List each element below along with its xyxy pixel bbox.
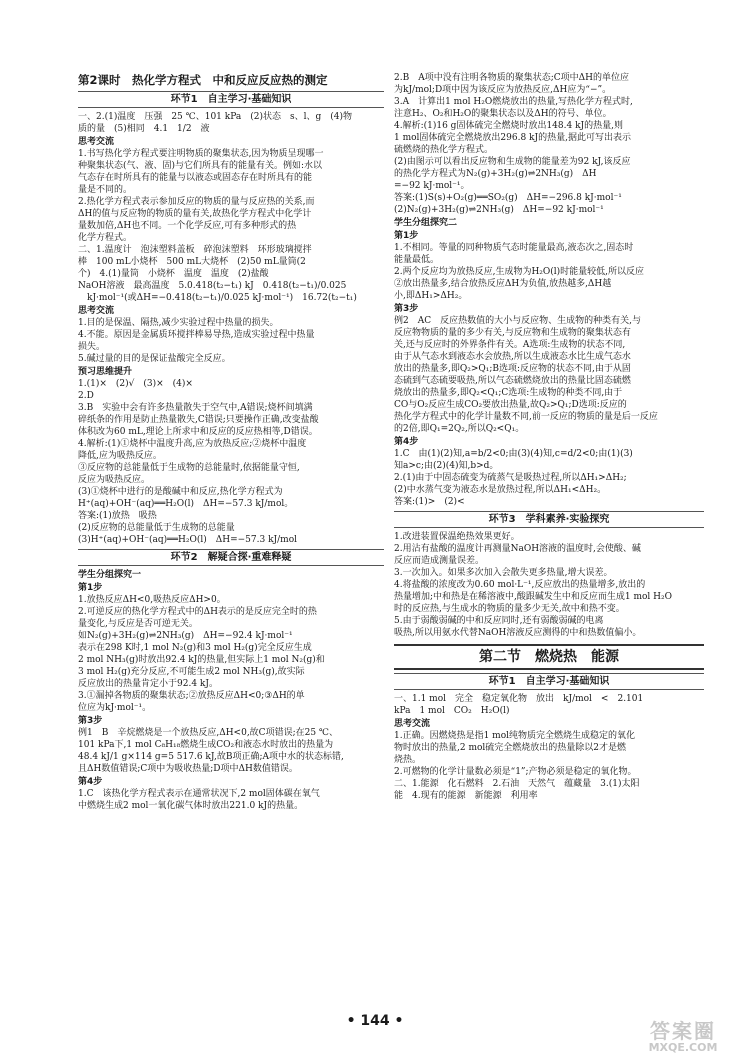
text-line: 二、1.温度计 泡沫塑料盖板 碎泡沫塑料 环形玻璃搅拌 (78, 245, 312, 255)
text-line: 的2倍,即Q₁=2Q₂,所以Q₂<Q₁。 (394, 424, 525, 434)
preview-lines (78, 378, 384, 546)
text-line: 1.不相同。等量的同种物质气态时能量最高,液态次之,固态时 (394, 243, 634, 253)
chapter-title: 第2课时 热化学方程式 中和反应反应热的测定 (78, 73, 328, 87)
text-line: 如N₂(g)+3H₂(g)⇌2NH₃(g) ΔH=−92.4 kJ·mol⁻¹ (78, 631, 293, 641)
text-line: 2.可燃物的化学计量数必须是“1”;产物必须是稳定的氧化物。 (394, 767, 637, 777)
thinking1-lines (78, 148, 384, 304)
text-line: 种聚集状态(气、液、固)与它们所具有的能量有关。例如:水以 (78, 161, 323, 171)
step1-lines (78, 594, 384, 714)
text-line: 物时放出的热量,2 mol硫完全燃烧放出的热量除以2才是燃 (394, 743, 627, 753)
right-column (394, 72, 704, 802)
text-line: 5.碱过量的目的是保证盐酸完全反应。 (78, 354, 231, 364)
text-line: CO与O₂反应生成CO₂要放出热量,故Q₂>Q₁;D选项:反应的 (394, 400, 627, 410)
text-line: ③反应物的总能量低于生成物的总能量时,依据能量守恒, (78, 463, 300, 473)
r-step4-lines (394, 448, 704, 508)
text-line: 2.用沾有盐酸的温度计再测量NaOH溶液的温度时,会使酸、碱 (394, 544, 641, 554)
text-line: 2.可逆反应的热化学方程式中的ΔH表示的是反应完全时的热 (78, 607, 317, 617)
watermark-logo (628, 1020, 738, 1054)
text-line: 碎纸条的作用是防止热量散失,C错误;只要操作正确,改变盐酸 (78, 415, 319, 425)
section4-title: 环节1 自主学习·基础知识 (394, 673, 704, 690)
text-line: 且ΔH数值错误;C项中为吸收热量;D项中ΔH数值错误。 (78, 764, 298, 774)
text-line: 烧放出的热量多,即Q₂<Q₁;C选项:生成物的种类不同,由于 (394, 388, 623, 398)
text-line: 质的量 (5)相同 4.1 1/2 液 (78, 124, 210, 134)
text-line: 吸热,所以用氨水代替NaOH溶液反应测得的中和热数值偏小。 (394, 628, 642, 638)
r-step3-head: 第3步 (394, 304, 419, 314)
text-line: H⁺(aq)+OH⁻(aq)══H₂O(l) ΔH=−57.3 kJ/mol。 (78, 499, 294, 509)
text-line: 表示在298 K时,1 mol N₂(g)和3 mol H₂(g)完全反应生成 (78, 643, 312, 653)
step4-head: 第4步 (78, 777, 103, 787)
thinking1-head: 思考交流 (78, 137, 115, 147)
text-line: 4.解析:(1)①烧杯中温度升高,应为放热反应;②烧杯中温度 (78, 439, 307, 449)
text-line: 答案:(1)放热 吸热 (78, 511, 157, 521)
text-line: ②放出热量多,结合放热反应ΔH为负值,放热越多,ΔH越 (394, 279, 612, 289)
thinking2-head: 思考交流 (78, 306, 115, 316)
left-column (78, 72, 384, 812)
r-step4-head: 第4步 (394, 437, 419, 447)
text-line: 个) 4.(1)量筒 小烧杯 温度 温度 (2)盐酸 (78, 269, 269, 279)
text-line: 3.①漏掉各物质的聚集状态;②放热反应ΔH<0;③ΔH的单 (78, 691, 305, 701)
text-line: 二、1.能源 化石燃料 2.石油 天然气 蕴藏量 3.(1)太阳 (394, 779, 640, 789)
thinking2-lines (78, 317, 384, 365)
text-line: 量变化,与反应是否可逆无关。 (78, 619, 198, 629)
text-line: 硫燃烧的热化学方程式。 (394, 145, 494, 155)
text-line: 反应放出的热量肯定小于92.4 kJ。 (78, 679, 218, 689)
text-line: 1.目的是保温、隔热,减少实验过程中热量的损失。 (78, 318, 279, 328)
text-line: 1.放热反应ΔH<0,吸热反应ΔH>0。 (78, 595, 226, 605)
text-line: 例2 AC 反应热数值的大小与反应物、生成物的种类有关,与 (394, 316, 641, 326)
step3-lines (78, 727, 384, 775)
text-line: 反应而造成测量误差。 (394, 556, 485, 566)
text-line: 1.C 由(1)(2)知,a=b/2<0;由(3)(4)知,c=d/2<0;由(1)(3) (394, 449, 633, 459)
text-line: 3.B 实验中会有许多热量散失于空气中,A错误;烧杯间填满 (78, 403, 313, 413)
text-line: 2.两个反应均为放热反应,生成物为H₂O(l)时能量较低,所以反应 (394, 267, 645, 277)
watermark-cn: 答案圈 (650, 1019, 716, 1043)
section4-lines (394, 693, 704, 717)
text-line: kJ·mol⁻¹(或ΔH=−0.418(t₂−t₁)/0.025 kJ·mol⁻¹) 16.72(t₂−t₁) (78, 293, 357, 303)
text-line: 态硫到气态硫要吸热,所以气态硫燃烧放出的热量比固态硫燃 (394, 376, 631, 386)
step3-head: 第3步 (78, 716, 103, 726)
text-line: 反应物物质的量的多少有关,与反应物和生成物的聚集状态有 (394, 328, 631, 338)
text-line: 例1 B 辛烷燃烧是一个放热反应,ΔH<0,故C项错误;在25 ℃、 (78, 728, 338, 738)
text-line: 3.A 计算出1 mol H₂O燃烧放出的热量,写热化学方程式时, (394, 97, 633, 107)
text-line: 4.解析:(1)16 g固体硫完全燃烧时放出148.4 kJ的热量,则 (394, 121, 623, 131)
text-line: 能量最低。 (394, 255, 440, 265)
text-line: 能 4.现有的能源 新能源 利用率 (394, 791, 538, 801)
text-line: 气态存在时所具有的能量与以液态或固态存在时所具有的能 (78, 173, 313, 183)
text-line: 1.C 该热化学方程式表示在通常状况下,2 mol固体碳在氧气 (78, 789, 320, 799)
text-line: (3)H⁺(aq)+OH⁻(aq)══H₂O(l) ΔH=−57.3 kJ/mol (78, 535, 297, 545)
text-line: 反应为吸热反应。 (78, 475, 151, 485)
section1-lines (78, 111, 384, 135)
thinking3-head: 思考交流 (394, 719, 431, 729)
text-line: 1.(1)× (2)√ (3)× (4)× (78, 379, 193, 389)
text-line: 4.将盐酸的浓度改为0.60 mol·L⁻¹,反应放出的热量增多,放出的 (394, 580, 646, 590)
text-line: 2.D (78, 391, 94, 401)
text-line: 5.由于弱酸弱碱的中和反应同时,还有弱酸弱碱的电离 (394, 616, 604, 626)
text-line: 2.(1)由于中固态硫变为硫蒸气是吸热过程,所以ΔH₁>ΔH₂; (394, 473, 627, 483)
text-line: 量是不同的。 (78, 185, 133, 195)
text-line: 小,即ΔH₁>ΔH₂。 (394, 291, 468, 301)
text-line: 1.书写热化学方程式要注明物质的聚集状态,因为物质呈现哪一 (78, 149, 324, 159)
text-line: 关,还与反应时的外界条件有关。A选项:生成物的状态不同, (394, 340, 626, 350)
text-line: 1.正确。因燃烧热是指1 mol纯物质完全燃烧生成稳定的氧化 (394, 731, 636, 741)
text-line: (2)反应物的总能量低于生成物的总能量 (78, 523, 235, 533)
text-line: 热量增加;中和热是在稀溶液中,酸跟碱发生中和反应而生成1 mol H₂O (394, 592, 673, 602)
text-line: 1.改进装置保温绝热效果更好。 (394, 532, 520, 542)
preview-head: 预习思维提升 (78, 367, 133, 377)
text-line: 一、2.(1)温度 压强 25 ℃、101 kPa (2)状态 s、l、g (4)物 (78, 112, 352, 122)
text-line: NaOH溶液 最高温度 5.0.418(t₂−t₁) kJ 0.418(t₂−t₁)/0.025 (78, 281, 347, 291)
text-line: 4.不能。原因是金属质环搅拌棒易导热,造成实验过程中热量 (78, 330, 315, 340)
group1-head: 学生分组探究一 (78, 570, 142, 580)
text-line: 时的反应热,与生成水的物质的量多少无关,故中和热不变。 (394, 604, 625, 614)
text-line: 2.热化学方程式表示参加反应的物质的量与反应热的关系,而 (78, 197, 315, 207)
text-line: 1 mol固体硫完全燃烧放出296.8 kJ的热量,据此可写出表示 (394, 133, 631, 143)
text-line: =−92 kJ·mol⁻¹。 (394, 181, 470, 191)
text-line: 量数加倍,ΔH也不同。一个化学反应,可有多种形式的热 (78, 221, 297, 231)
text-line: 位应为kJ·mol⁻¹。 (78, 703, 152, 713)
text-line: 损失。 (78, 342, 106, 352)
r-step3-lines (394, 315, 704, 435)
text-line: 3 mol H₂(g)充分反应,不可能生成2 mol NH₃(g),故实际 (78, 667, 305, 677)
text-line: 3.一次加入。如果多次加入会散失更多热量,增大误差。 (394, 568, 613, 578)
section1-title: 环节1 自主学习·基础知识 (78, 91, 384, 108)
text-line: (2)中水蒸气变为液态水是放热过程,所以ΔH₁<ΔH₂。 (394, 485, 607, 495)
text-line: kPa 1 mol CO₂ H₂O(l) (394, 706, 510, 716)
step4-lines (78, 788, 384, 812)
text-line: 答案:(1)> (2)< (394, 497, 465, 507)
text-line: 注意H₂、O₂和H₂O的聚集状态以及ΔH的符号、单位。 (394, 109, 612, 119)
text-line: 由于从气态水到液态水会放热,所以生成液态水比生成气态水 (394, 352, 631, 362)
text-line: 的热化学方程式为N₂(g)+3H₂(g)⇌2NH₃(g) ΔH (394, 169, 597, 179)
group2-head: 学生分组探究二 (394, 218, 458, 228)
thinking3-lines (394, 730, 704, 802)
r-step1-lines (394, 242, 704, 302)
text-line: 101 kPa下,1 mol C₈H₁₈燃烧生成CO₂和液态水时放出的热量为 (78, 740, 334, 750)
text-line: 棒 100 mL小烧杯 500 mL大烧杯 (2)50 mL量筒(2 (78, 257, 306, 267)
r-step1-head: 第1步 (394, 231, 419, 241)
big-section-title: 第二节 燃烧热 能源 (394, 644, 704, 670)
section3-title: 环节3 学科素养·实验探究 (394, 511, 704, 528)
text-line: ΔH的值与反应物的物质的量有关,故热化学方程式中化学计 (78, 209, 312, 219)
text-line: 一、1.1 mol 完全 稳定氧化物 放出 kJ/mol < 2.101 (394, 694, 644, 704)
continuation-lines (394, 72, 704, 216)
page-number: • 144 • (346, 1013, 404, 1029)
section3-lines (394, 531, 704, 639)
text-line: 热化学方程式中的化学计量数不同,前一反应的物质的量是后一反应 (394, 412, 658, 422)
text-line: 48.4 kJ/1 g×114 g=5 517.6 kJ,故B项正确;A项中水的状态标错, (78, 752, 344, 762)
text-line: 知a>c;由(2)(4)知,b>d。 (394, 461, 499, 471)
text-line: 化学方程式。 (78, 233, 133, 243)
text-line: 为kJ/mol;D项中因为该反应为放热反应,ΔH应为“−”。 (394, 85, 612, 95)
section2-title: 环节2 解疑合探·重难释疑 (78, 549, 384, 566)
text-line: (3)①烧杯中进行的是酸碱中和反应,热化学方程式为 (78, 487, 283, 497)
text-line: 放出的热量多,即Q₂>Q₁;B选项:反应物的状态不同,由于从固 (394, 364, 631, 374)
text-line: 2.B A项中没有注明各物质的聚集状态;C项中ΔH的单位应 (394, 73, 629, 83)
text-line: 体积改为60 mL,理论上所求中和反应的反应热相等,D错误。 (78, 427, 318, 437)
text-line: 2 mol NH₃(g)时放出92.4 kJ的热量,但实际上1 mol N₂(g)和 (78, 655, 325, 665)
text-line: 烧热。 (394, 755, 422, 765)
text-line: 答案:(1)S(s)+O₂(g)══SO₂(g) ΔH=−296.8 kJ·mol⁻¹ (394, 193, 622, 203)
text-line: (2)N₂(g)+3H₂(g)⇌2NH₃(g) ΔH=−92 kJ·mol⁻¹ (394, 205, 604, 215)
text-line: 中燃烧生成2 mol一氧化碳气体时放出221.0 kJ的热量。 (78, 801, 304, 811)
text-line: (2)由图示可以看出反应物和生成物的能量差为92 kJ,该反应 (394, 157, 631, 167)
watermark-en: MXQE.COM (648, 1041, 718, 1054)
text-line: 降低,应为吸热反应。 (78, 451, 162, 461)
step1-head: 第1步 (78, 583, 103, 593)
